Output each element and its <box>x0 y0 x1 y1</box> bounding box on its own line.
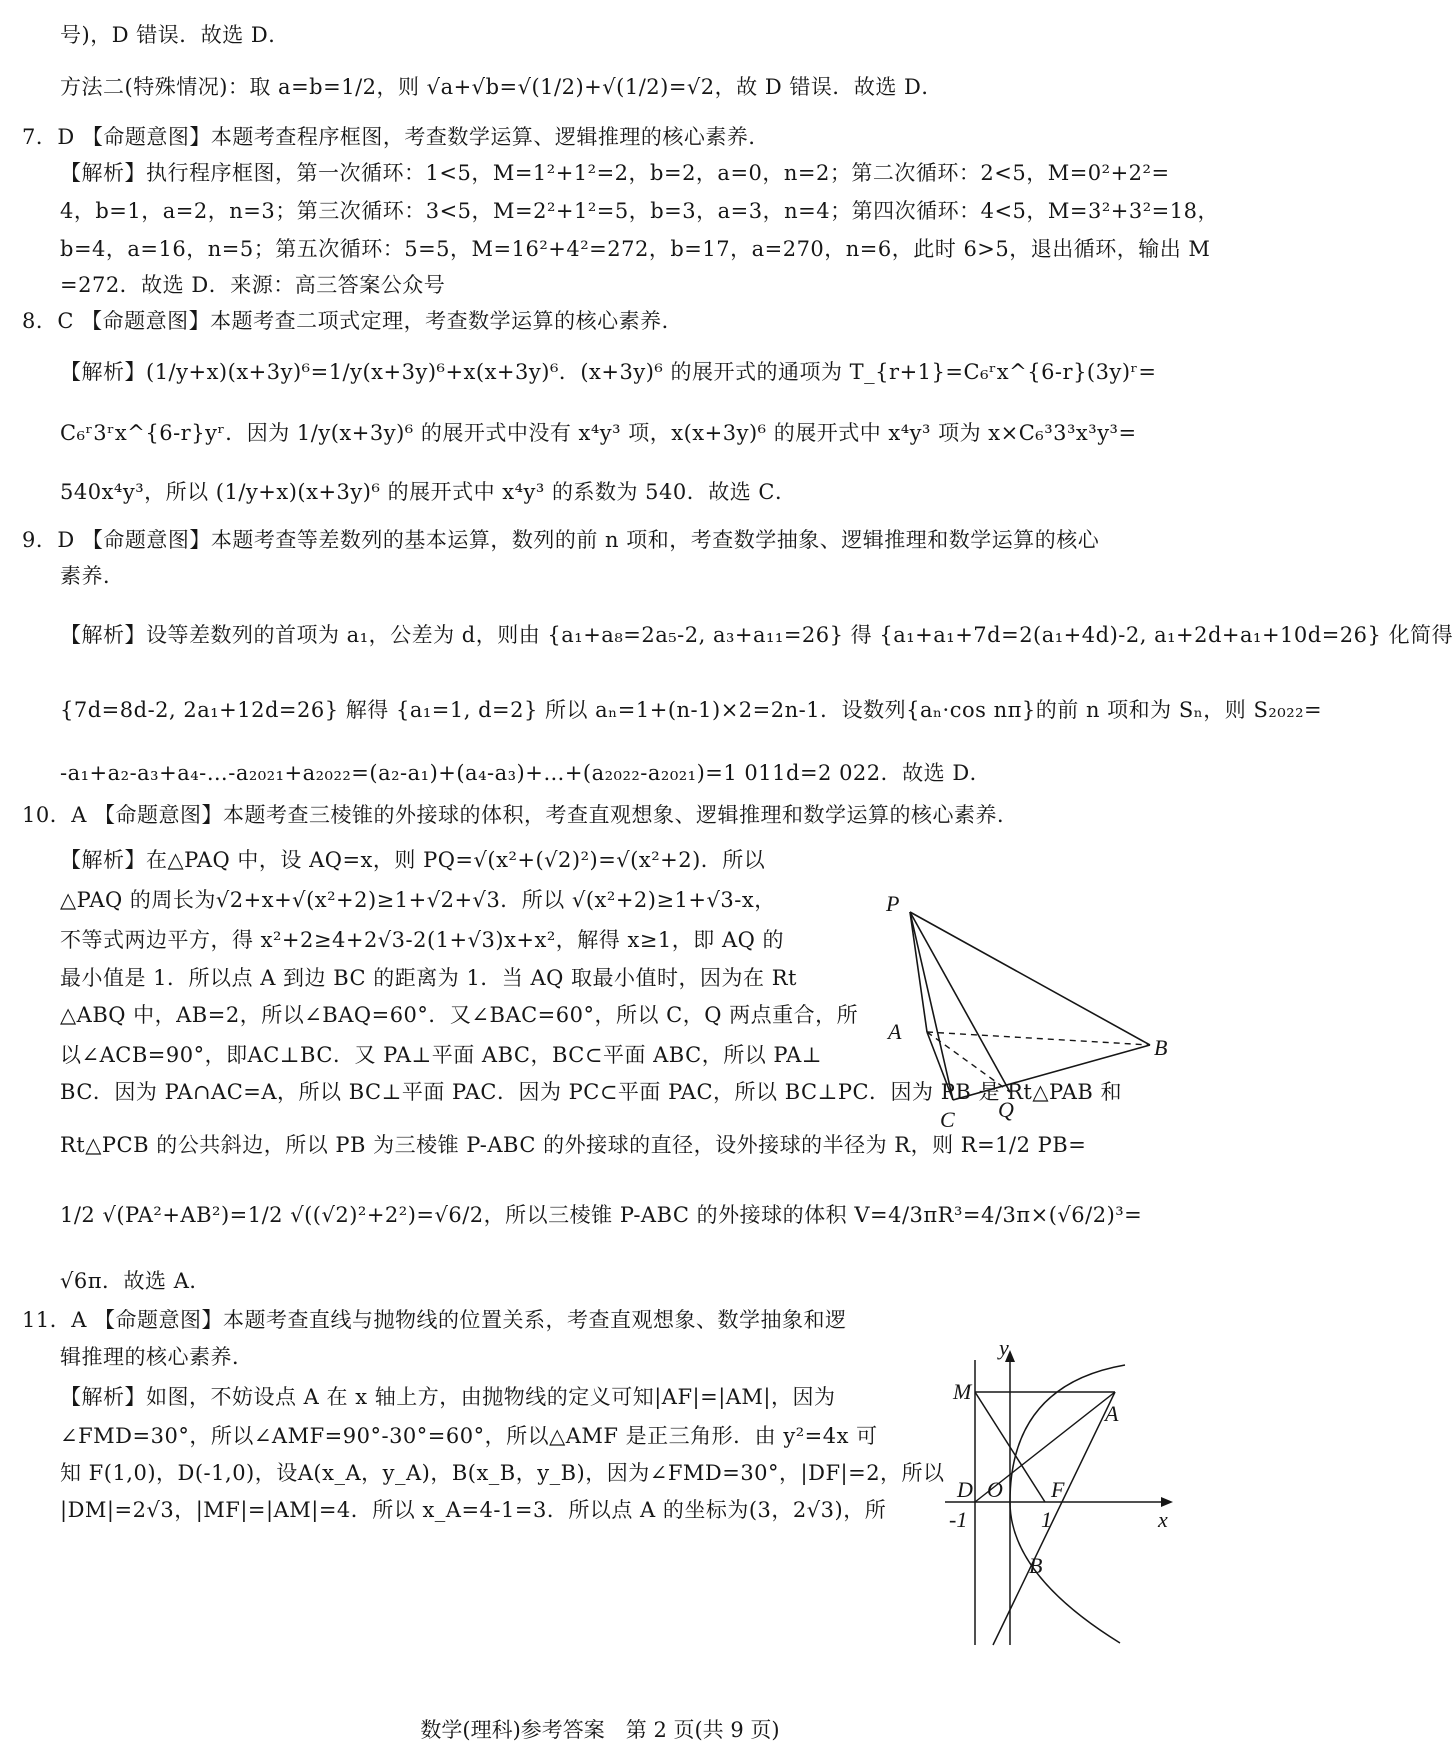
label-F: F <box>1051 1477 1065 1502</box>
label-C: C <box>940 1107 955 1132</box>
text-line: 不等式两边平方，得 x²+2≥4+2√3-2(1+√3)x+x²，解得 x≥1，即 AQ 的 <box>60 928 784 952</box>
text-line: △ABQ 中，AB=2，所以∠BAQ=60°．又∠BAC=60°，所以 C，Q 两点重合，所 <box>60 1003 859 1027</box>
text-line: {7d=8d-2, 2a₁+12d=26} 解得 {a₁=1, d=2} 所以 aₙ=1+(n-1)×2=2n-1．设数列{aₙ·cos nπ}的前 n 项和为 Sₙ，则 S₂₀₂₂= <box>60 698 1323 722</box>
text-line: 【解析】设等差数列的首项为 a₁，公差为 d，则由 {a₁+a₈=2a₅-2, a₃+a₁₁=26} 得 {a₁+a₁+7d=2(a₁+4d)-2, a₁+2d+a₁+10d=26} 化简得 <box>60 623 1453 647</box>
text-line: 4，b=1，a=2，n=3；第三次循环：3<5，M=2²+1²=5，b=3，a=3，n=4；第四次循环：4<5，M=3²+3²=18， <box>60 199 1219 223</box>
text-line: 号)，D 错误．故选 D． <box>60 23 290 47</box>
text-line: ∠FMD=30°，所以∠AMF=90°-30°=60°，所以△AMF 是正三角形．由 y²=4x 可 <box>60 1424 878 1448</box>
label-A: A <box>1105 1401 1119 1426</box>
label-D: D <box>957 1477 973 1502</box>
text-line: 540x⁴y³，所以 (1/y+x)(x+3y)⁶ 的展开式中 x⁴y³ 的系数为 540．故选 C． <box>60 480 797 504</box>
text-line: √6π．故选 A． <box>60 1269 211 1293</box>
text-line: Rt△PCB 的公共斜边，所以 PB 为三棱锥 P-ABC 的外接球的直径，设外接球的半径为 R，则 R=1/2 PB= <box>60 1133 1087 1157</box>
parabola-figure <box>945 1335 1180 1650</box>
text-line: b=4，a=16，n=5；第五次循环：5=5，M=16²+4²=272，b=17，a=270，n=6，此时 6>5，退出循环，输出 M <box>60 237 1211 261</box>
text-line: BC．因为 PA∩AC=A，所以 BC⊥平面 PAC．因为 PC⊂平面 PAC，所以 BC⊥PC．因为 PB 是 Rt△PAB 和 <box>60 1080 1123 1104</box>
question-9-heading: 9．D 【命题意图】本题考查等差数列的基本运算，数列的前 n 项和，考查数学抽象、逻辑推理和数学运算的核心 <box>22 528 1100 552</box>
text-line: 辑推理的核心素养． <box>60 1345 254 1369</box>
text-line: 知 F(1,0)，D(-1,0)，设A(x_A，y_A)，B(x_B，y_B)，因为∠FMD=30°，|DF|=2，所以 <box>60 1461 945 1485</box>
text-line: 1/2 √(PA²+AB²)=1/2 √((√2)²+2²)=√6/2，所以三棱锥 P-ABC 的外接球的体积 V=4/3πR³=4/3π×(√6/2)³= <box>60 1203 1143 1227</box>
text-line: 【解析】执行程序框图，第一次循环：1<5，M=1²+1²=2，b=2，a=0，n=2；第二次循环：2<5，M=0²+2²= <box>60 161 1170 185</box>
label-P: P <box>886 891 900 916</box>
label-M: M <box>953 1379 972 1404</box>
label-x-axis: x <box>1158 1507 1168 1532</box>
text-line: |DM|=2√3，|MF|=|AM|=4．所以 x_A=4-1=3．所以点 A 的坐标为(3，2√3)，所 <box>60 1498 887 1522</box>
text-line: 【解析】如图，不妨设点 A 在 x 轴上方，由抛物线的定义可知|AF|=|AM|，因为 <box>60 1385 836 1409</box>
label-y-axis: y <box>999 1335 1009 1360</box>
text-line: 【解析】在△PAQ 中，设 AQ=x，则 PQ=√(x²+(√2)²)=√(x²+2)．所以 <box>60 848 766 872</box>
pyramid-figure <box>870 891 1180 1140</box>
label-A: A <box>888 1019 902 1044</box>
text-line: 【解析】(1/y+x)(x+3y)⁶=1/y(x+3y)⁶+x(x+3y)⁶．(x+3y)⁶ 的展开式的通项为 T_{r+1}=C₆ʳx^{6-r}(3y)ʳ= <box>60 360 1157 384</box>
text-line: -a₁+a₂-a₃+a₄-…-a₂₀₂₁+a₂₀₂₂=(a₂-a₁)+(a₄-a₃)+…+(a₂₀₂₂-a₂₀₂₁)=1 011d=2 022．故选 D． <box>60 761 992 785</box>
text-line: 方法二(特殊情况)：取 a=b=1/2，则 √a+√b=√(1/2)+√(1/2)=√2，故 D 错误．故选 D． <box>60 75 943 99</box>
question-11-heading: 11．A 【命题意图】本题考查直线与抛物线的位置关系，考查直观想象、数学抽象和逻 <box>22 1308 847 1332</box>
question-8-heading: 8．C 【命题意图】本题考查二项式定理，考查数学运算的核心素养． <box>22 309 684 333</box>
text-line: 素养． <box>60 564 125 588</box>
label-1: 1 <box>1041 1507 1052 1532</box>
label-Q: Q <box>998 1097 1014 1122</box>
label-B: B <box>1154 1035 1168 1060</box>
text-line: 最小值是 1．所以点 A 到边 BC 的距离为 1．当 AQ 取最小值时，因为在 Rt <box>60 966 797 990</box>
question-7-heading: 7．D 【命题意图】本题考查程序框图，考查数学运算、逻辑推理的核心素养． <box>22 125 770 149</box>
text-line: =272．故选 D．来源：高三答案公众号 <box>60 273 446 297</box>
text-line: 以∠ACB=90°，即AC⊥BC．又 PA⊥平面 ABC，BC⊂平面 ABC，所以 PA⊥ <box>60 1043 822 1067</box>
text-line: △PAQ 的周长为√2+x+√(x²+2)≥1+√2+√3．所以 √(x²+2)≥1+√3-x， <box>60 888 776 912</box>
label-neg1: -1 <box>949 1507 968 1532</box>
page-footer: 数学(理科)参考答案 第 2 页(共 9 页) <box>420 1718 780 1742</box>
question-10-heading: 10．A 【命题意图】本题考查三棱锥的外接球的体积，考查直观想象、逻辑推理和数学运算的核心素养． <box>22 803 1019 827</box>
text-line: C₆ʳ3ʳx^{6-r}yʳ．因为 1/y(x+3y)⁶ 的展开式中没有 x⁴y³ 项，x(x+3y)⁶ 的展开式中 x⁴y³ 项为 x×C₆³3³x³y³= <box>60 421 1137 445</box>
label-O: O <box>987 1477 1003 1502</box>
label-B: B <box>1029 1553 1043 1578</box>
